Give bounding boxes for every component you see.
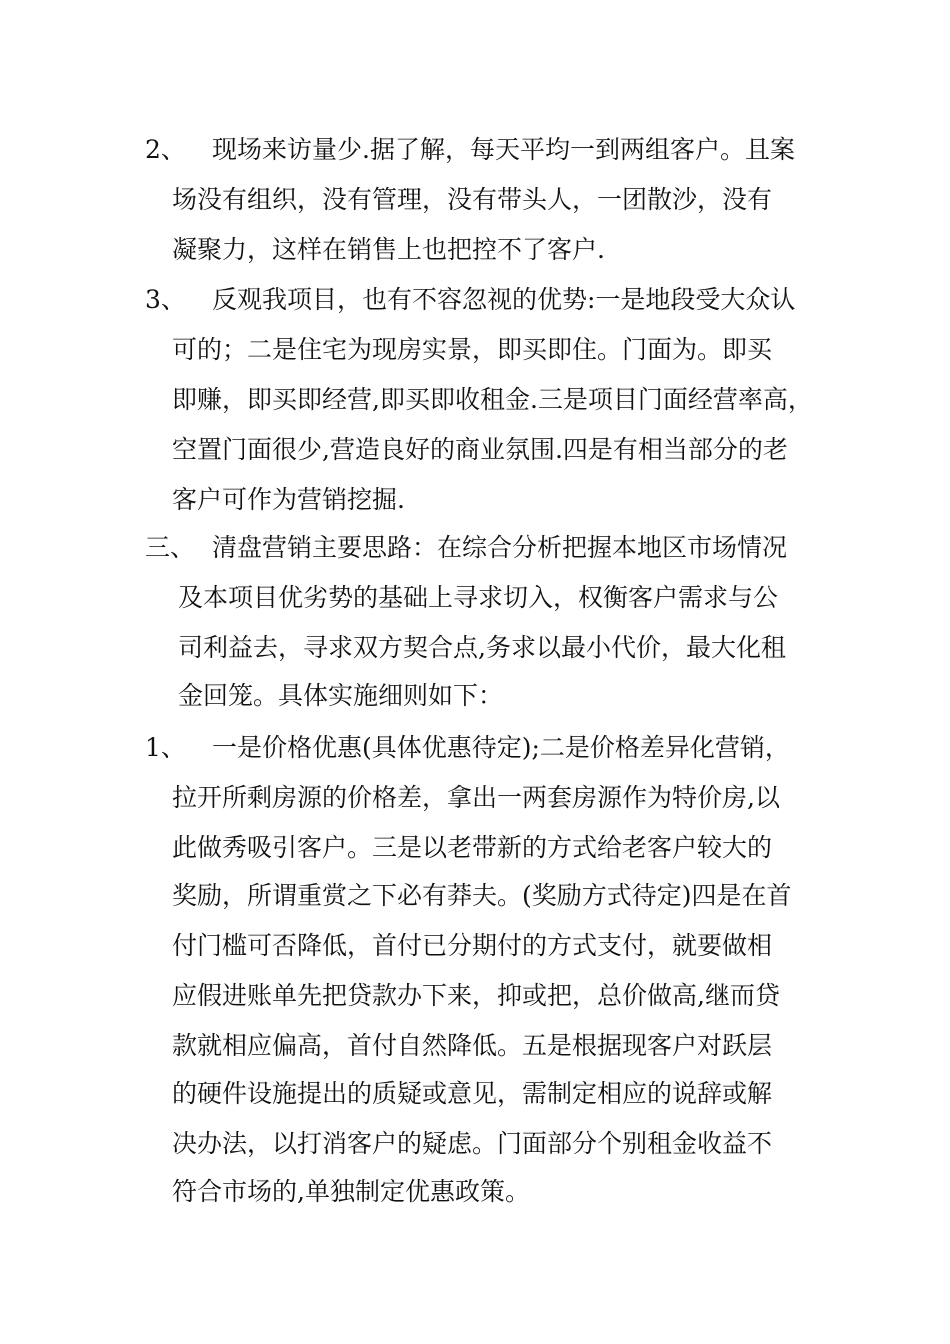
paragraph-line: 此做秀吸引客户。三是以老带新的方式给老客户较大的 — [172, 833, 773, 862]
paragraph-line: 可的；二是住宅为现房实景，即买即住。门面为。即买 — [172, 335, 773, 364]
paragraph-line: 客户可作为营销挖掘. — [172, 485, 405, 514]
paragraph-line: 金回笼。具体实施细则如下： — [178, 681, 504, 710]
paragraph-line: 的硬件设施提出的质疑或意见，需制定相应的说辞或解 — [172, 1079, 773, 1108]
paragraph-line: 付门槛可否降低，首付已分期付的方式支付，就要做相 — [172, 931, 773, 960]
paragraph-line: 现场来访量少.据了解，每天平均一到两组客户。且案 — [212, 135, 795, 164]
paragraph-line: 凝聚力，这样在销售上也把控不了客户. — [172, 235, 605, 264]
item-number: 1、 — [145, 733, 186, 762]
item-number: 2、 — [145, 135, 186, 164]
paragraph-line: 及本项目优劣势的基础上寻求切入，权衡客户需求与公 — [178, 583, 779, 612]
paragraph-line: 决办法，以打消客户的疑虑。门面部分个别租金收益不 — [172, 1129, 773, 1158]
paragraph-line: 即赚，即买即经营,即买即收租金.三是项目门面经营率高， — [172, 385, 813, 414]
section-number: 三、 — [145, 533, 196, 562]
paragraph-line: 拉开所剩房源的价格差，拿出一两套房源作为特价房,以 — [172, 783, 780, 812]
paragraph-line: 符合市场的,单独制定优惠政策。 — [172, 1177, 530, 1206]
paragraph-line: 奖励，所谓重赏之下必有莽夫。(奖励方式待定)四是在首 — [172, 881, 792, 910]
paragraph-line: 一是价格优惠(具体优惠待定);二是价格差异化营销， — [212, 733, 790, 762]
paragraph-line: 空置门面很少,营造良好的商业氛围.四是有相当部分的老 — [172, 435, 788, 464]
paragraph-line: 清盘营销主要思路：在综合分析把握本地区市场情况 — [212, 533, 788, 562]
paragraph-line: 场没有组织，没有管理，没有带头人，一团散沙，没有 — [172, 185, 773, 214]
paragraph-line: 应假进账单先把贷款办下来，抑或把，总价做高,继而贷 — [172, 981, 780, 1010]
paragraph-line: 司利益去，寻求双方契合点,务求以最小代价，最大化租 — [178, 633, 786, 662]
paragraph-line: 反观我项目，也有不容忽视的优势:一是地段受大众认 — [212, 285, 796, 314]
paragraph-line: 款就相应偏高，首付自然降低。五是根据现客户对跃层 — [172, 1031, 773, 1060]
item-number: 3、 — [145, 285, 186, 314]
